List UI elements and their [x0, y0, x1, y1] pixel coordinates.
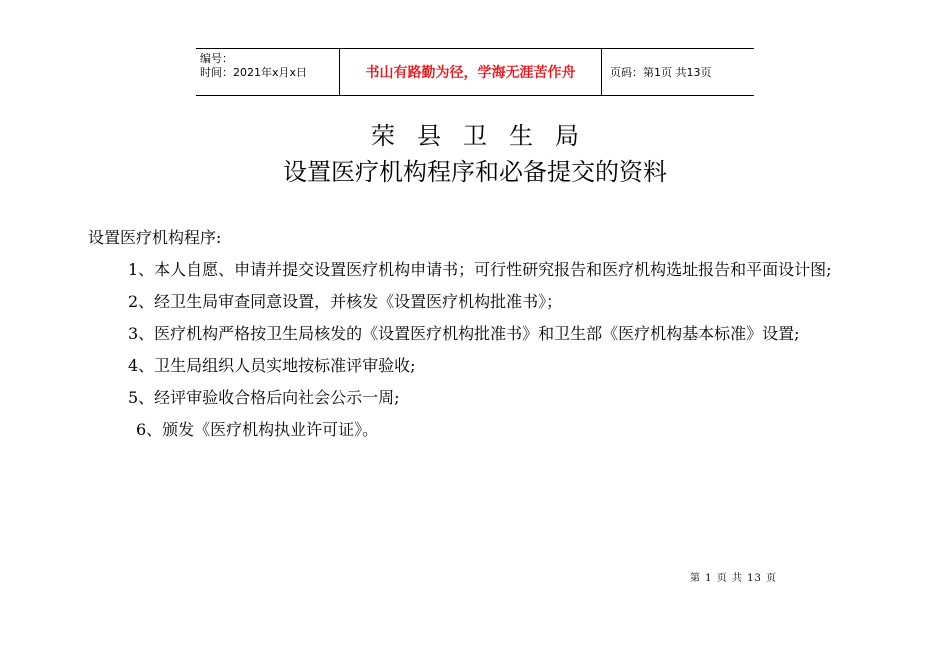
number-label: 编号：: [200, 52, 233, 65]
time-label: 时间：2021年x月x日: [200, 66, 308, 79]
title-document: 设置医疗机构程序和必备提交的资料: [283, 158, 667, 186]
list-item: 4、卫生局组织人员实地按标准评审验收;: [128, 356, 416, 375]
list-item: 5、经评审验收合格后向社会公示一周;: [128, 388, 400, 407]
header-motto: 书山有路勤为径，学海无涯苦作舟: [340, 49, 602, 95]
header-meta-cell: [196, 49, 340, 95]
title-organization: 荣县卫生局: [371, 122, 601, 150]
list-item: 2、经卫生局审查同意设置，并核发《设置医疗机构批准书》；: [128, 292, 563, 311]
document-header: [196, 48, 754, 96]
document-body: [88, 222, 868, 446]
section-heading: 设置医疗机构程序:: [88, 228, 222, 247]
page-footer: 第 1 页 共 13 页: [690, 573, 777, 584]
list-item: 1、本人自愿、申请并提交设置医疗机构申请书；可行性研究报告和医疗机构选址报告和平面设计图;: [128, 260, 832, 279]
header-page-code: 页码：第1页 共13页: [610, 66, 712, 79]
list-item: 6、颁发《医疗机构执业许可证》。: [136, 420, 379, 439]
list-item: 3、医疗机构严格按卫生局核发的《设置医疗机构批准书》和卫生部《医疗机构基本标准》设置;: [128, 324, 800, 343]
